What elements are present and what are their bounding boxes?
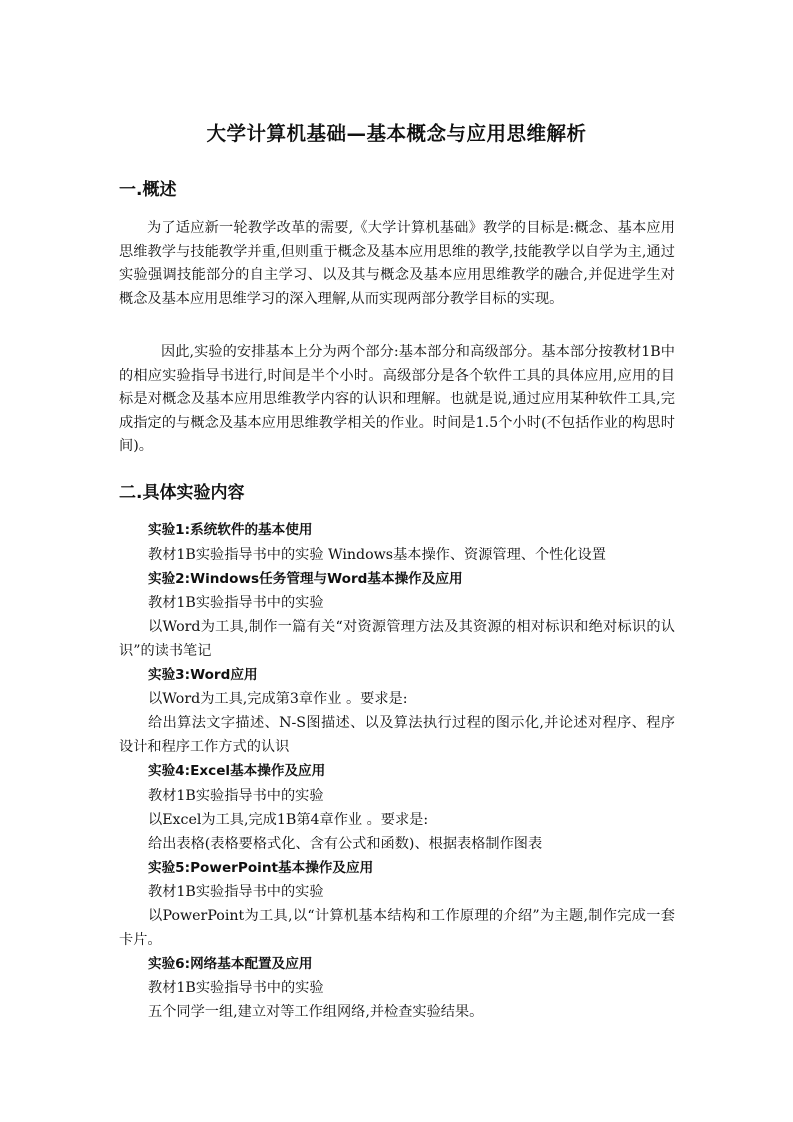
experiment-4-title: 实验4:Excel基本操作及应用 bbox=[148, 763, 326, 779]
experiment-2-line-2: 以Word为工具,制作一篇有关“对资源管理方法及其资源的相对标识和绝对标识的认识”的读书笔记 bbox=[119, 619, 675, 659]
experiment-1-line-1: 教材1B实验指导书中的实验 Windows基本操作、资源管理、个性化设置 bbox=[148, 547, 606, 563]
experiment-6-line-1: 教材1B实验指导书中的实验 bbox=[148, 980, 324, 996]
section-heading-experiments: 二.具体实验内容 bbox=[119, 483, 245, 503]
experiment-3-title: 实验3:Word应用 bbox=[148, 667, 258, 683]
experiment-5-line-1: 教材1B实验指导书中的实验 bbox=[148, 884, 324, 900]
section-heading-overview: 一.概述 bbox=[119, 180, 177, 200]
experiment-3-line-1: 以Word为工具,完成第3章作业 。要求是: bbox=[148, 691, 408, 707]
document-title: 大学计算机基础—基本概念与应用思维解析 bbox=[206, 122, 587, 145]
experiment-2-line-1: 教材1B实验指导书中的实验 bbox=[148, 595, 324, 611]
experiment-4-line-2: 以Excel为工具,完成1B第4章作业 。要求是: bbox=[148, 812, 429, 828]
paragraph-arrangement: 因此,实验的安排基本上分为两个部分:基本部分和高级部分。基本部分按教材1B中的相应实验指导书进行,时间是半个小时。高级部分是各个软件工具的具体应用,应用的目标是对概念及基本应用思维教学内容的认识和理解。也就是说,通过应用某种软件工具,完成指定的与概念及基本应用思维教学相关的作业。时间是1.5个小时(不包括作业的构思时间)。 bbox=[119, 344, 675, 455]
experiment-6-title: 实验6:网络基本配置及应用 bbox=[148, 956, 313, 972]
experiment-5-title: 实验5:PowerPoint基本操作及应用 bbox=[148, 860, 374, 876]
experiment-6-line-2: 五个同学一组,建立对等工作组网络,并检查实验结果。 bbox=[148, 1004, 484, 1020]
experiment-4-line-1: 教材1B实验指导书中的实验 bbox=[148, 788, 324, 804]
experiment-5-line-2: 以PowerPoint为工具,以“计算机基本结构和工作原理的介绍”为主题,制作完成一套卡片。 bbox=[119, 908, 675, 948]
experiment-4-line-3: 给出表格(表格要格式化、含有公式和函数)、根据表格制作图表 bbox=[148, 836, 543, 852]
experiment-3-line-2: 给出算法文字描述、N-S图描述、以及算法执行过程的图示化,并论述对程序、程序设计和程序工作方式的认识 bbox=[119, 715, 675, 755]
paragraph-goals: 为了适应新一轮教学改革的需要,《大学计算机基础》教学的目标是:概念、基本应用思维教学与技能教学并重,但则重于概念及基本应用思维的教学,技能教学以自学为主,通过实验强调技能部分的自主学习、以及其与概念及基本应用思维教学的融合,并促进学生对概念及基本应用思维学习的深入理解,从而实现两部分教学目标的实现。 bbox=[119, 220, 675, 307]
experiment-2-title: 实验2:Windows任务管理与Word基本操作及应用 bbox=[148, 571, 463, 587]
experiment-1-title: 实验1:系统软件的基本使用 bbox=[148, 522, 313, 538]
